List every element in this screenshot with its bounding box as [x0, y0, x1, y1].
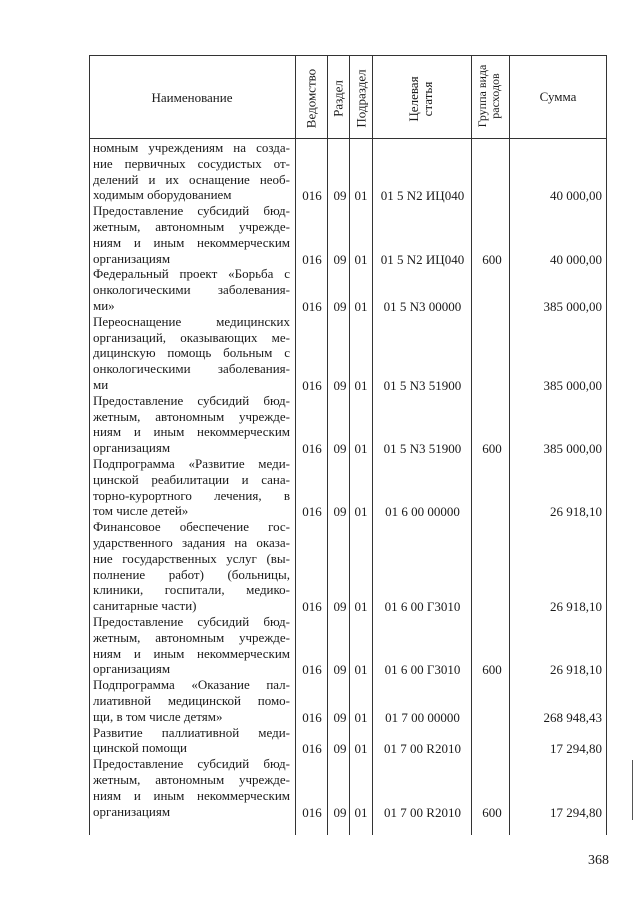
- col-divider-gruppa: [471, 55, 472, 835]
- header-bottom-border: [89, 138, 607, 139]
- header-summa: Сумма: [539, 89, 577, 104]
- row-5-podrazdel: 01: [354, 504, 368, 520]
- row-5-summa: 26 918,10: [550, 504, 602, 520]
- row-2-razdel: 09: [333, 299, 347, 314]
- row-6-summa: 26 918,10: [550, 599, 602, 615]
- row-10-ved: 016: [302, 804, 322, 820]
- row-name-line: организациям: [93, 803, 171, 819]
- row-8-name: [93, 677, 290, 724]
- row-name-line: Финансовое обеспечение гос-: [93, 519, 290, 535]
- row-name-line: жетным, автономным учрежде-: [93, 408, 290, 424]
- row-7-name: [93, 614, 290, 677]
- table-right-border: [606, 55, 607, 835]
- row-0-celevaya: 01 5 N2 ИЦ040: [380, 188, 465, 204]
- row-8-podrazdel: 01: [354, 709, 368, 725]
- page-number: 368: [588, 853, 609, 868]
- row-8-celevaya: 01 7 00 00000: [385, 709, 460, 725]
- row-9-celevaya: 01 7 00 R2010: [384, 741, 461, 757]
- row-10-podrazdel: 01: [354, 804, 368, 820]
- row-10-celevaya: 01 7 00 R2010: [384, 804, 461, 820]
- row-6-name: [93, 519, 290, 614]
- header-name: Наименование: [151, 90, 233, 105]
- row-7-podrazdel: 01: [354, 662, 368, 678]
- row-1-podrazdel: 01: [354, 251, 368, 267]
- row-0-podrazdel: 01: [354, 188, 368, 204]
- row-0-ved: 016: [302, 188, 322, 204]
- row-3-celevaya: 01 5 N3 51900: [383, 378, 462, 393]
- row-7-gruppa: 600: [482, 662, 502, 678]
- row-2-ved: 016: [302, 299, 322, 314]
- row-1-razdel: 09: [333, 251, 347, 267]
- row-5-celevaya: 01 6 00 00000: [385, 504, 460, 520]
- row-5-ved: 016: [302, 504, 322, 520]
- row-name-line: ударственного задания на оказа-: [93, 534, 290, 550]
- row-7-ved: 016: [302, 662, 322, 678]
- row-4-ved: 016: [302, 441, 322, 457]
- row-9-summa: 17 294,80: [550, 741, 602, 757]
- row-3-summa: 385 000,00: [543, 378, 602, 393]
- row-2-podrazdel: 01: [354, 299, 368, 314]
- row-name-line: Предоставление субсидий бюд-: [93, 614, 290, 629]
- table-top-border: [89, 55, 607, 56]
- row-1-gruppa: 600: [482, 251, 502, 267]
- table-left-border: [89, 55, 90, 835]
- scan-edge-mark: [632, 760, 633, 820]
- row-1-summa: 40 000,00: [550, 251, 602, 267]
- row-9-razdel: 09: [333, 741, 347, 757]
- row-4-name: [93, 393, 290, 456]
- row-name-line: Предоставление субсидий бюд-: [93, 392, 290, 408]
- row-9-ved: 016: [302, 741, 322, 757]
- row-name-line: организациям: [93, 661, 171, 677]
- row-3-razdel: 09: [333, 378, 347, 393]
- row-2-celevaya: 01 5 N3 00000: [383, 299, 462, 314]
- row-7-summa: 26 918,10: [550, 662, 602, 678]
- row-name-line: ми: [93, 376, 109, 392]
- row-name-line: делений и их оснащение необ-: [93, 171, 290, 187]
- row-0-name: [93, 140, 290, 203]
- header-celevaya: [407, 59, 435, 139]
- row-8-summa: 268 948,43: [543, 709, 602, 725]
- row-7-celevaya: 01 6 00 Г3010: [384, 662, 461, 678]
- header-ved: Ведомство: [303, 68, 319, 129]
- row-name-line: ниям и иным некоммерческим: [93, 234, 290, 250]
- row-9-podrazdel: 01: [354, 741, 368, 757]
- row-name-line: Подпрограмма «Оказание пал-: [93, 677, 290, 693]
- row-4-razdel: 09: [333, 441, 347, 457]
- row-4-podrazdel: 01: [354, 441, 368, 457]
- row-name-line: жетным, автономным учрежде-: [93, 218, 290, 234]
- row-name-line: торно-курортного лечения, в: [93, 487, 290, 503]
- row-5-razdel: 09: [333, 504, 347, 520]
- row-1-ved: 016: [302, 251, 322, 267]
- row-10-razdel: 09: [333, 804, 347, 820]
- row-8-ved: 016: [302, 709, 322, 725]
- header-gruppa-line2: расходов: [488, 73, 502, 119]
- header-gruppa-line1: Группа вида: [475, 64, 489, 128]
- row-name-line: организаций, оказывающих ме-: [93, 329, 290, 345]
- row-9-name: [93, 725, 290, 757]
- row-name-line: ние первичных сосудистых от-: [93, 155, 290, 171]
- row-4-summa: 385 000,00: [543, 441, 602, 457]
- header-gruppa: [476, 56, 504, 136]
- header-razdel: Раздел: [330, 80, 346, 117]
- row-name-line: ми»: [93, 297, 115, 313]
- row-10-name: [93, 756, 290, 819]
- row-6-ved: 016: [302, 599, 322, 615]
- row-name-line: жетным, автономным учрежде-: [93, 771, 290, 787]
- row-name-line: Предоставление субсидий бюд-: [93, 756, 290, 772]
- row-8-razdel: 09: [333, 709, 347, 725]
- row-name-line: жетным, автономным учрежде-: [93, 629, 290, 645]
- row-2-name: [93, 266, 290, 313]
- row-6-celevaya: 01 6 00 Г3010: [384, 599, 461, 615]
- header-podrazdel: Подраздел: [353, 69, 369, 128]
- row-name-line: цинской реабилитации и сана-: [93, 471, 290, 487]
- col-divider-razdel: [327, 55, 328, 835]
- row-name-line: Подпрограмма «Развитие меди-: [93, 456, 290, 471]
- row-name-line: санитарные части): [93, 598, 197, 614]
- row-name-line: онкологическими заболевания-: [93, 282, 290, 298]
- row-6-podrazdel: 01: [354, 599, 368, 615]
- row-2-summa: 385 000,00: [543, 299, 602, 314]
- row-name-line: ниям и иным некоммерческим: [93, 424, 290, 440]
- row-5-name: [93, 456, 290, 519]
- row-name-line: щи, в том числе детям»: [93, 708, 223, 724]
- row-name-line: Федеральный проект «Борьба с: [93, 266, 290, 282]
- row-3-podrazdel: 01: [354, 378, 368, 393]
- row-1-celevaya: 01 5 N2 ИЦ040: [380, 251, 465, 267]
- row-name-line: ниям и иным некоммерческим: [93, 645, 290, 661]
- row-10-gruppa: 600: [482, 804, 502, 820]
- row-name-line: лиативной медицинской помо-: [93, 692, 290, 708]
- row-4-celevaya: 01 5 N3 51900: [383, 441, 462, 457]
- row-name-line: дицинскую помощь больным с: [93, 345, 290, 361]
- row-3-name: [93, 314, 290, 393]
- row-name-line: клиники, госпитали, медико-: [93, 582, 290, 598]
- row-name-line: ходимым оборудованием: [93, 187, 232, 203]
- row-name-line: Предоставление субсидий бюд-: [93, 203, 290, 219]
- row-name-line: полнение работ) (больницы,: [93, 566, 290, 582]
- row-10-summa: 17 294,80: [550, 804, 602, 820]
- row-6-razdel: 09: [333, 599, 347, 615]
- row-name-line: Развитие паллиативной меди-: [93, 724, 290, 740]
- row-name-line: организациям: [93, 250, 171, 266]
- col-divider-celevaya: [372, 55, 373, 835]
- row-0-razdel: 09: [333, 188, 347, 204]
- row-0-summa: 40 000,00: [550, 188, 602, 204]
- row-1-name: [93, 203, 290, 266]
- header-celevaya-line1: Целевая: [406, 76, 421, 122]
- row-name-line: том числе детей»: [93, 503, 189, 519]
- row-7-razdel: 09: [333, 662, 347, 678]
- row-name-line: цинской помощи: [93, 740, 187, 756]
- col-divider-ved: [295, 55, 296, 835]
- header-celevaya-line2: статья: [420, 81, 435, 117]
- row-name-line: ние государственных услуг (вы-: [93, 550, 290, 566]
- row-name-line: Переоснащение медицинских: [93, 313, 290, 329]
- row-4-gruppa: 600: [482, 441, 502, 457]
- row-name-line: онкологическими заболевания-: [93, 361, 290, 377]
- row-name-line: организациям: [93, 440, 171, 456]
- row-name-line: ниям и иным некоммерческим: [93, 787, 290, 803]
- row-3-ved: 016: [302, 378, 322, 393]
- row-name-line: номным учреждениям на созда-: [93, 140, 290, 155]
